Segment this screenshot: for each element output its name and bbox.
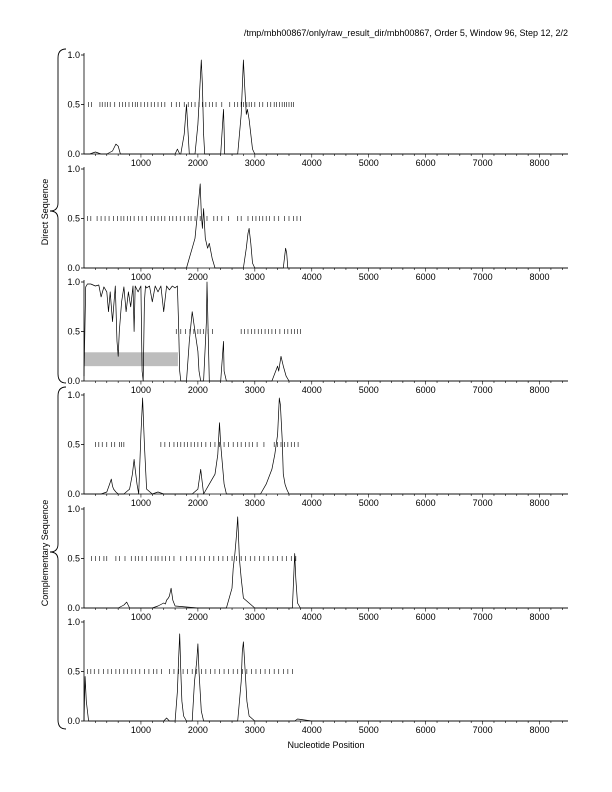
panels [67,50,568,735]
x-tick-label: 3000 [244,612,265,622]
y-tick-label: 1.0 [67,390,80,400]
x-tick-label: 2000 [187,385,208,395]
x-tick-label: 8000 [529,498,550,508]
y-tick-label: 1.0 [67,504,80,514]
x-tick-label: 4000 [301,498,322,508]
x-tick-label: 3000 [244,725,265,735]
x-axis-label: Nucleotide Position [287,740,365,750]
x-tick-label: 7000 [472,725,493,735]
x-tick-label: 7000 [472,272,493,282]
y-tick-label: 1.0 [67,617,80,627]
x-tick-label: 3000 [244,158,265,168]
x-tick-label: 5000 [358,612,379,622]
x-tick-label: 5000 [358,725,379,735]
x-tick-label: 2000 [187,498,208,508]
x-tick-label: 2000 [187,272,208,282]
panel-3 [67,277,568,395]
x-tick-label: 5000 [358,272,379,282]
panel-6 [67,617,568,735]
x-tick-label: 8000 [529,272,550,282]
y-tick-label: 0.0 [67,376,80,386]
direct-sequence-label: Direct Sequence [40,178,50,246]
x-tick-label: 7000 [472,158,493,168]
x-tick-label: 6000 [415,725,436,735]
trace-line [84,184,568,268]
y-tick-label: 0.0 [67,149,80,159]
x-tick-label: 1000 [130,725,151,735]
x-tick-label: 7000 [472,612,493,622]
shaded-band [84,352,178,366]
y-tick-label: 0.5 [67,553,80,564]
y-tick-label: 0.0 [67,489,80,499]
x-tick-label: 5000 [358,158,379,168]
x-tick-label: 4000 [301,612,322,622]
x-tick-label: 6000 [415,498,436,508]
x-tick-label: 1000 [130,158,151,168]
trace-line [84,60,568,154]
trace-line [84,634,568,721]
complementary-sequence-bracket [50,387,66,729]
y-tick-label: 0.5 [67,213,80,224]
x-tick-label: 7000 [472,498,493,508]
x-tick-label: 6000 [415,385,436,395]
x-tick-label: 8000 [529,158,550,168]
y-tick-label: 1.0 [67,164,80,174]
panel-1 [67,50,568,168]
x-tick-label: 6000 [415,612,436,622]
panel-4 [67,390,568,508]
x-tick-label: 8000 [529,385,550,395]
y-tick-label: 1.0 [67,50,80,60]
x-tick-label: 7000 [472,385,493,395]
figure-title: /tmp/mbh00867/only/raw_result_dir/mbh00867, Order 5, Window 96, Step 12, 2/2 [243,28,568,38]
y-tick-label: 0.5 [67,326,80,337]
direct-sequence-bracket [50,49,66,383]
complementary-sequence-label: Complementary Sequence [40,499,50,607]
y-tick-label: 0.5 [67,439,80,450]
x-tick-label: 3000 [244,272,265,282]
x-tick-label: 4000 [301,725,322,735]
panel-2 [67,164,568,282]
trace-line [84,398,568,494]
x-tick-label: 8000 [529,725,550,735]
x-tick-label: 3000 [244,385,265,395]
x-tick-label: 1000 [130,272,151,282]
x-tick-label: 1000 [130,612,151,622]
x-tick-label: 4000 [301,272,322,282]
x-tick-label: 5000 [358,498,379,508]
x-tick-label: 8000 [529,612,550,622]
x-tick-label: 2000 [187,612,208,622]
x-tick-label: 2000 [187,158,208,168]
y-tick-label: 0.5 [67,666,80,677]
y-tick-label: 0.0 [67,603,80,613]
x-tick-label: 6000 [415,272,436,282]
x-tick-label: 4000 [301,385,322,395]
y-tick-label: 0.5 [67,99,80,110]
x-tick-label: 2000 [187,725,208,735]
panel-5 [67,504,568,622]
x-tick-label: 1000 [130,498,151,508]
y-tick-label: 0.0 [67,263,80,273]
x-tick-label: 6000 [415,158,436,168]
y-tick-label: 1.0 [67,277,80,287]
y-tick-label: 0.0 [67,716,80,726]
x-tick-label: 3000 [244,498,265,508]
x-tick-label: 5000 [358,385,379,395]
x-tick-label: 4000 [301,158,322,168]
x-tick-label: 1000 [130,385,151,395]
trace-line [84,517,568,608]
